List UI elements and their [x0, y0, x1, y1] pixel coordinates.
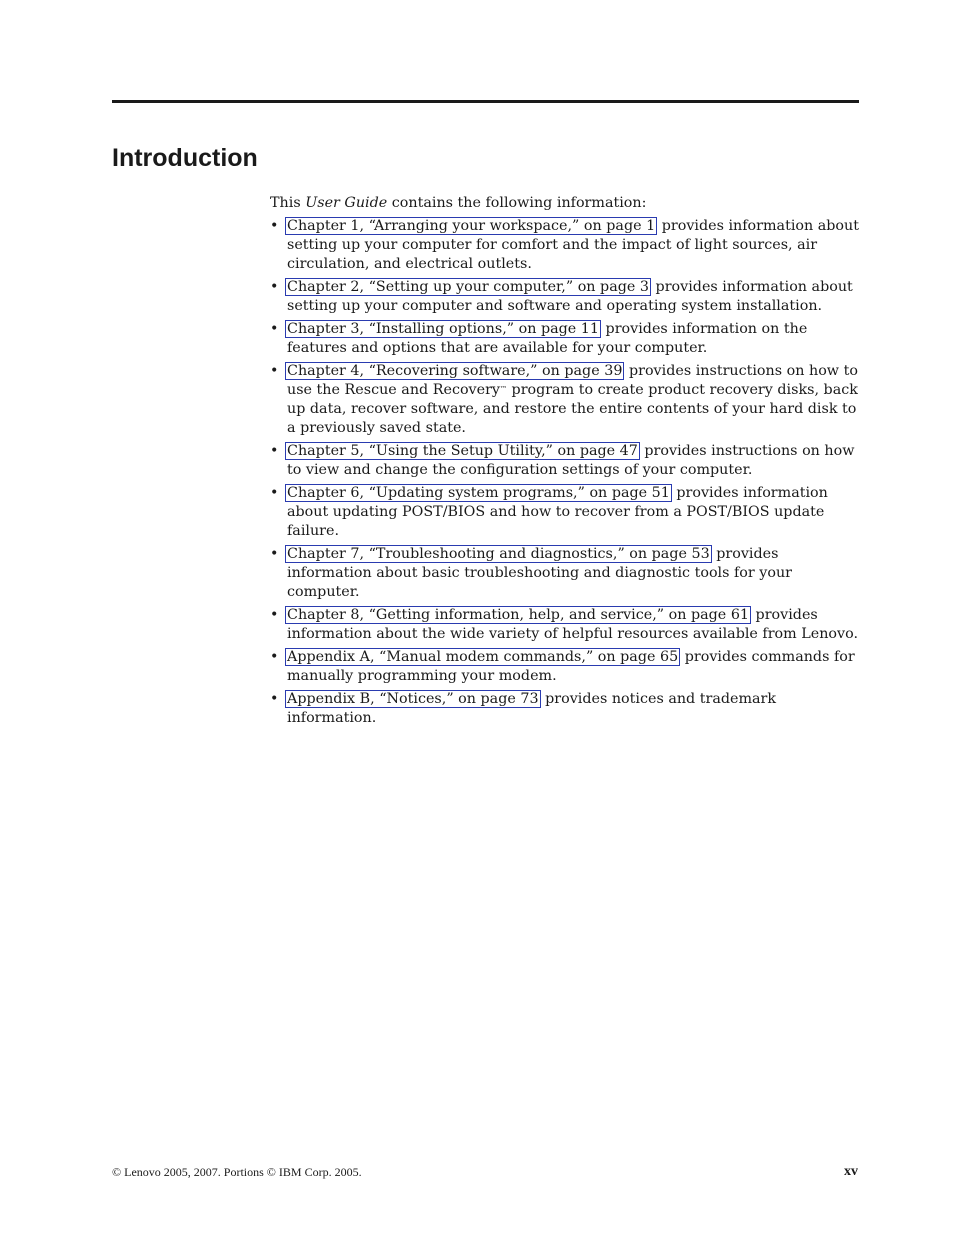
chapter-5-link[interactable]: Chapter 5, “Using the Setup Utility,” on page 47	[287, 443, 638, 459]
bullet: •	[270, 691, 279, 707]
bullet: •	[270, 218, 279, 234]
chapter-1-link[interactable]: Chapter 1, “Arranging your workspace,” on page 1	[287, 218, 656, 234]
list-item	[270, 484, 862, 541]
bullet: •	[270, 607, 279, 623]
chapter-2-link[interactable]: Chapter 2, “Setting up your computer,” on page 3	[287, 279, 649, 295]
footer-copyright: © Lenovo 2005, 2007. Portions © IBM Corp. 2005.	[112, 1165, 362, 1179]
list-item	[270, 690, 862, 728]
item-description: provides information about setting up your computer for comfort and the impact of light sources, air circulation, and electrical outlets.	[287, 218, 859, 272]
header-rule	[112, 100, 859, 103]
page-title: Introduction	[112, 144, 258, 172]
trademark-symbol: ™	[500, 385, 508, 393]
intro-guide-title: User Guide	[305, 195, 388, 211]
list-item	[270, 320, 862, 358]
page-number: xv	[844, 1164, 858, 1179]
list-item	[270, 278, 862, 316]
appendix-a-link[interactable]: Appendix A, “Manual modem commands,” on page 65	[287, 649, 679, 665]
chapter-8-link[interactable]: Chapter 8, “Getting information, help, and service,” on page 61	[287, 607, 750, 623]
item-description: provides information about setting up your computer and software and operating system installation.	[287, 279, 853, 314]
bullet: •	[270, 363, 279, 379]
item-description: provides information about the wide variety of helpful resources available from Lenovo.	[287, 607, 859, 642]
item-description-continued: program to create product recovery disks, back up data, recover software, and restore the entire contents of your hard disk to a previously saved state.	[287, 382, 858, 436]
item-description: provides information about updating POST/BIOS and how to recover from a POST/BIOS update failure.	[287, 485, 828, 539]
bullet: •	[270, 546, 279, 562]
chapter-7-link[interactable]: Chapter 7, “Troubleshooting and diagnostics,” on page 53	[287, 546, 710, 562]
intro-after: contains the following information:	[387, 195, 647, 211]
item-description: provides instructions on how to view and change the configuration settings of your computer.	[287, 443, 855, 478]
list-item	[270, 606, 862, 644]
bullet: •	[270, 485, 279, 501]
list-item	[270, 362, 862, 438]
item-description: provides instructions on how to use the Rescue and Recovery	[287, 363, 858, 398]
list-item	[270, 442, 862, 480]
contents-list	[270, 217, 862, 728]
chapter-3-link[interactable]: Chapter 3, “Installing options,” on page 11	[287, 321, 599, 337]
intro-before: This	[270, 195, 306, 211]
bullet: •	[270, 443, 279, 459]
bullet: •	[270, 649, 279, 665]
intro-paragraph	[270, 194, 862, 213]
item-description: provides information about basic troubleshooting and diagnostic tools for your computer.	[287, 546, 793, 600]
bullet: •	[270, 279, 279, 295]
bullet: •	[270, 321, 279, 337]
item-description: provides commands for manually programming your modem.	[287, 649, 855, 684]
appendix-b-link[interactable]: Appendix B, “Notices,” on page 73	[287, 691, 539, 707]
body-content	[270, 194, 862, 732]
chapter-4-link[interactable]: Chapter 4, “Recovering software,” on page 39	[287, 363, 623, 379]
list-item	[270, 648, 862, 686]
item-description: provides information on the features and options that are available for your computer.	[287, 321, 808, 356]
item-description: provides notices and trademark information.	[287, 691, 777, 726]
list-item	[270, 217, 862, 274]
list-item	[270, 545, 862, 602]
chapter-6-link[interactable]: Chapter 6, “Updating system programs,” on page 51	[287, 485, 670, 501]
